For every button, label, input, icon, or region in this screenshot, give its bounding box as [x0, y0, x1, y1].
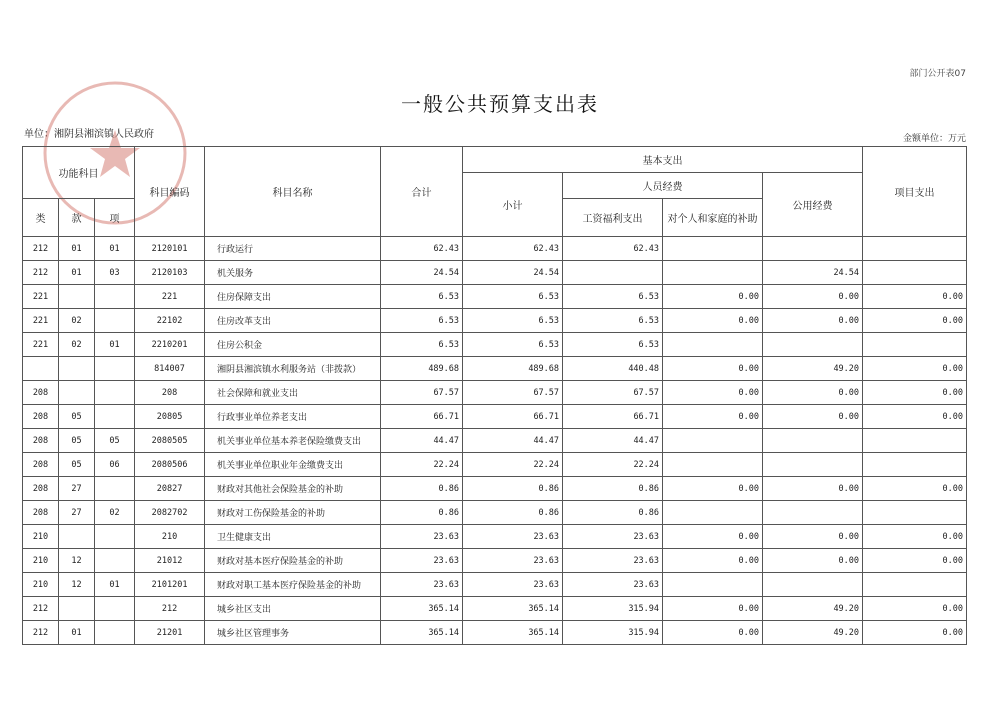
cell-xiang [95, 309, 135, 333]
cell-project [863, 453, 967, 477]
cell-lei [23, 357, 59, 381]
header-subject-name: 科目名称 [205, 147, 381, 237]
cell-subtotal: 6.53 [463, 333, 563, 357]
cell-subject-code: 21012 [135, 549, 205, 573]
cell-total: 489.68 [381, 357, 463, 381]
cell-subject-code: 212 [135, 597, 205, 621]
cell-total: 24.54 [381, 261, 463, 285]
cell-subtotal: 23.63 [463, 525, 563, 549]
cell-xiang: 02 [95, 501, 135, 525]
cell-subtotal: 24.54 [463, 261, 563, 285]
cell-project: 0.00 [863, 549, 967, 573]
cell-kuan: 05 [59, 453, 95, 477]
cell-lei: 212 [23, 621, 59, 645]
cell-total: 67.57 [381, 381, 463, 405]
cell-subject-code: 814007 [135, 357, 205, 381]
cell-total: 0.86 [381, 477, 463, 501]
cell-subsidy: 0.00 [663, 549, 763, 573]
table-row [23, 357, 967, 381]
cell-lei: 208 [23, 429, 59, 453]
cell-subsidy: 0.00 [663, 405, 763, 429]
cell-lei: 210 [23, 525, 59, 549]
cell-total: 22.24 [381, 453, 463, 477]
cell-kuan [59, 597, 95, 621]
cell-project: 0.00 [863, 381, 967, 405]
cell-subtotal: 67.57 [463, 381, 563, 405]
cell-salary: 44.47 [563, 429, 663, 453]
cell-kuan [59, 525, 95, 549]
cell-xiang: 01 [95, 333, 135, 357]
cell-xiang [95, 549, 135, 573]
cell-lei: 208 [23, 405, 59, 429]
cell-public-funds: 49.20 [763, 597, 863, 621]
cell-salary: 0.86 [563, 477, 663, 501]
cell-lei: 208 [23, 501, 59, 525]
cell-subject-name: 行政事业单位养老支出 [205, 405, 381, 429]
cell-public-funds [763, 453, 863, 477]
cell-total: 0.86 [381, 501, 463, 525]
cell-subject-code: 208 [135, 381, 205, 405]
table-row [23, 597, 967, 621]
cell-subtotal: 66.71 [463, 405, 563, 429]
cell-subsidy [663, 429, 763, 453]
cell-salary: 440.48 [563, 357, 663, 381]
cell-lei: 212 [23, 597, 59, 621]
cell-project [863, 573, 967, 597]
cell-salary: 6.53 [563, 333, 663, 357]
cell-subtotal: 365.14 [463, 621, 563, 645]
cell-project: 0.00 [863, 597, 967, 621]
cell-lei: 221 [23, 285, 59, 309]
cell-subsidy [663, 237, 763, 261]
cell-public-funds: 24.54 [763, 261, 863, 285]
cell-kuan [59, 285, 95, 309]
cell-salary: 22.24 [563, 453, 663, 477]
cell-public-funds: 0.00 [763, 525, 863, 549]
cell-salary: 0.86 [563, 501, 663, 525]
cell-xiang: 01 [95, 573, 135, 597]
cell-subsidy: 0.00 [663, 285, 763, 309]
cell-kuan: 12 [59, 573, 95, 597]
table-row [23, 285, 967, 309]
cell-xiang [95, 405, 135, 429]
cell-public-funds: 0.00 [763, 309, 863, 333]
cell-project: 0.00 [863, 621, 967, 645]
cell-subject-name: 卫生健康支出 [205, 525, 381, 549]
budget-expenditure-table [22, 146, 967, 645]
cell-xiang: 03 [95, 261, 135, 285]
cell-project [863, 333, 967, 357]
cell-subject-name: 湘阴县湘滨镇水利服务站（非拨款） [205, 357, 381, 381]
table-row [23, 237, 967, 261]
table-row [23, 573, 967, 597]
header-func-subject: 功能科目 [23, 147, 135, 199]
cell-total: 365.14 [381, 621, 463, 645]
cell-subject-code: 20805 [135, 405, 205, 429]
header-lei: 类 [23, 199, 59, 237]
cell-lei: 212 [23, 237, 59, 261]
cell-kuan [59, 357, 95, 381]
amount-unit-label: 金额单位：万元 [902, 134, 966, 144]
cell-total: 6.53 [381, 333, 463, 357]
cell-kuan: 01 [59, 621, 95, 645]
cell-subject-code: 2101201 [135, 573, 205, 597]
cell-salary: 67.57 [563, 381, 663, 405]
cell-xiang [95, 381, 135, 405]
header-kuan: 款 [59, 199, 95, 237]
cell-subsidy: 0.00 [663, 597, 763, 621]
cell-public-funds: 0.00 [763, 285, 863, 309]
cell-subsidy: 0.00 [663, 381, 763, 405]
cell-project [863, 237, 967, 261]
cell-subject-code: 2082702 [135, 501, 205, 525]
cell-salary: 62.43 [563, 237, 663, 261]
header-xiang: 项 [95, 199, 135, 237]
cell-public-funds: 0.00 [763, 381, 863, 405]
cell-subsidy: 0.00 [663, 309, 763, 333]
cell-xiang: 01 [95, 237, 135, 261]
cell-subject-name: 机关事业单位职业年金缴费支出 [205, 453, 381, 477]
cell-subject-code: 2080506 [135, 453, 205, 477]
cell-project [863, 261, 967, 285]
cell-kuan: 02 [59, 333, 95, 357]
header-subsidy: 对个人和家庭的补助 [663, 199, 763, 237]
cell-total: 365.14 [381, 597, 463, 621]
cell-subject-name: 城乡社区支出 [205, 597, 381, 621]
cell-subtotal: 23.63 [463, 573, 563, 597]
table-body [23, 237, 967, 645]
table-row [23, 333, 967, 357]
cell-total: 23.63 [381, 573, 463, 597]
cell-kuan: 27 [59, 477, 95, 501]
cell-kuan: 27 [59, 501, 95, 525]
cell-public-funds: 0.00 [763, 477, 863, 501]
cell-xiang: 05 [95, 429, 135, 453]
cell-xiang [95, 525, 135, 549]
cell-salary: 66.71 [563, 405, 663, 429]
cell-total: 44.47 [381, 429, 463, 453]
document-code: 部门公开表07 [909, 69, 966, 79]
header-public-funds: 公用经费 [763, 173, 863, 237]
table-row [23, 429, 967, 453]
cell-subject-name: 财政对其他社会保险基金的补助 [205, 477, 381, 501]
page-title: 一般公共预算支出表 [401, 92, 599, 116]
cell-subtotal: 0.86 [463, 501, 563, 525]
cell-subtotal: 6.53 [463, 309, 563, 333]
cell-subsidy: 0.00 [663, 525, 763, 549]
cell-kuan [59, 381, 95, 405]
table-row [23, 549, 967, 573]
cell-subsidy [663, 573, 763, 597]
cell-project: 0.00 [863, 285, 967, 309]
cell-salary: 23.63 [563, 525, 663, 549]
cell-total: 6.53 [381, 285, 463, 309]
cell-lei: 212 [23, 261, 59, 285]
cell-subject-code: 210 [135, 525, 205, 549]
cell-subject-code: 21201 [135, 621, 205, 645]
cell-subject-code: 2210201 [135, 333, 205, 357]
cell-lei: 208 [23, 381, 59, 405]
cell-public-funds: 49.20 [763, 621, 863, 645]
cell-subsidy [663, 501, 763, 525]
cell-subsidy: 0.00 [663, 621, 763, 645]
cell-kuan: 02 [59, 309, 95, 333]
cell-subsidy [663, 261, 763, 285]
header-personnel: 人员经费 [563, 173, 763, 199]
cell-lei: 221 [23, 309, 59, 333]
cell-kuan: 01 [59, 261, 95, 285]
cell-xiang [95, 621, 135, 645]
cell-salary: 6.53 [563, 285, 663, 309]
cell-subsidy: 0.00 [663, 357, 763, 381]
cell-subject-name: 行政运行 [205, 237, 381, 261]
cell-kuan: 01 [59, 237, 95, 261]
header-total: 合计 [381, 147, 463, 237]
table-row [23, 477, 967, 501]
table-row [23, 309, 967, 333]
unit-label: 单位：湘阴县湘滨镇人民政府 [24, 129, 154, 140]
cell-lei: 210 [23, 549, 59, 573]
cell-salary: 6.53 [563, 309, 663, 333]
cell-subject-name: 社会保障和就业支出 [205, 381, 381, 405]
cell-kuan: 05 [59, 429, 95, 453]
cell-subtotal: 62.43 [463, 237, 563, 261]
cell-subject-name: 住房公积金 [205, 333, 381, 357]
cell-subject-name: 机关事业单位基本养老保险缴费支出 [205, 429, 381, 453]
cell-public-funds: 49.20 [763, 357, 863, 381]
cell-subject-name: 住房保障支出 [205, 285, 381, 309]
cell-total: 66.71 [381, 405, 463, 429]
cell-kuan: 12 [59, 549, 95, 573]
cell-subtotal: 6.53 [463, 285, 563, 309]
cell-project [863, 429, 967, 453]
cell-subtotal: 22.24 [463, 453, 563, 477]
table-row [23, 525, 967, 549]
cell-subtotal: 23.63 [463, 549, 563, 573]
cell-project: 0.00 [863, 525, 967, 549]
header-subtotal: 小计 [463, 173, 563, 237]
cell-salary [563, 261, 663, 285]
cell-xiang: 06 [95, 453, 135, 477]
cell-xiang [95, 357, 135, 381]
cell-subsidy [663, 333, 763, 357]
cell-salary: 23.63 [563, 549, 663, 573]
cell-public-funds [763, 333, 863, 357]
cell-subject-name: 机关服务 [205, 261, 381, 285]
table-row [23, 621, 967, 645]
cell-subtotal: 489.68 [463, 357, 563, 381]
cell-public-funds [763, 429, 863, 453]
cell-total: 62.43 [381, 237, 463, 261]
cell-subject-code: 2080505 [135, 429, 205, 453]
cell-xiang [95, 477, 135, 501]
cell-subject-code: 2120103 [135, 261, 205, 285]
table-row [23, 381, 967, 405]
cell-subtotal: 44.47 [463, 429, 563, 453]
cell-xiang [95, 285, 135, 309]
header-subject-code: 科目编码 [135, 147, 205, 237]
table-row [23, 261, 967, 285]
cell-public-funds [763, 573, 863, 597]
cell-project: 0.00 [863, 405, 967, 429]
cell-lei: 208 [23, 453, 59, 477]
table-row [23, 405, 967, 429]
header-project-expenditure: 项目支出 [863, 147, 967, 237]
cell-subject-code: 2120101 [135, 237, 205, 261]
header-basic-expenditure: 基本支出 [463, 147, 863, 173]
cell-lei: 210 [23, 573, 59, 597]
cell-subject-name: 住房改革支出 [205, 309, 381, 333]
cell-subject-name: 财政对职工基本医疗保险基金的补助 [205, 573, 381, 597]
cell-project: 0.00 [863, 309, 967, 333]
cell-total: 6.53 [381, 309, 463, 333]
cell-subject-code: 20827 [135, 477, 205, 501]
cell-salary: 315.94 [563, 597, 663, 621]
cell-subtotal: 365.14 [463, 597, 563, 621]
table-row [23, 501, 967, 525]
cell-xiang [95, 597, 135, 621]
header-salary: 工资福利支出 [563, 199, 663, 237]
cell-project [863, 501, 967, 525]
cell-lei: 208 [23, 477, 59, 501]
cell-project: 0.00 [863, 357, 967, 381]
cell-subject-name: 城乡社区管理事务 [205, 621, 381, 645]
cell-lei: 221 [23, 333, 59, 357]
cell-subject-name: 财政对工伤保险基金的补助 [205, 501, 381, 525]
cell-subject-name: 财政对基本医疗保险基金的补助 [205, 549, 381, 573]
cell-project: 0.00 [863, 477, 967, 501]
cell-public-funds: 0.00 [763, 405, 863, 429]
cell-subject-code: 22102 [135, 309, 205, 333]
cell-salary: 315.94 [563, 621, 663, 645]
cell-subject-code: 221 [135, 285, 205, 309]
cell-kuan: 05 [59, 405, 95, 429]
cell-public-funds [763, 237, 863, 261]
cell-total: 23.63 [381, 549, 463, 573]
cell-subsidy: 0.00 [663, 477, 763, 501]
cell-subtotal: 0.86 [463, 477, 563, 501]
cell-salary: 23.63 [563, 573, 663, 597]
cell-public-funds: 0.00 [763, 549, 863, 573]
cell-public-funds [763, 501, 863, 525]
cell-total: 23.63 [381, 525, 463, 549]
cell-subsidy [663, 453, 763, 477]
table-row [23, 453, 967, 477]
